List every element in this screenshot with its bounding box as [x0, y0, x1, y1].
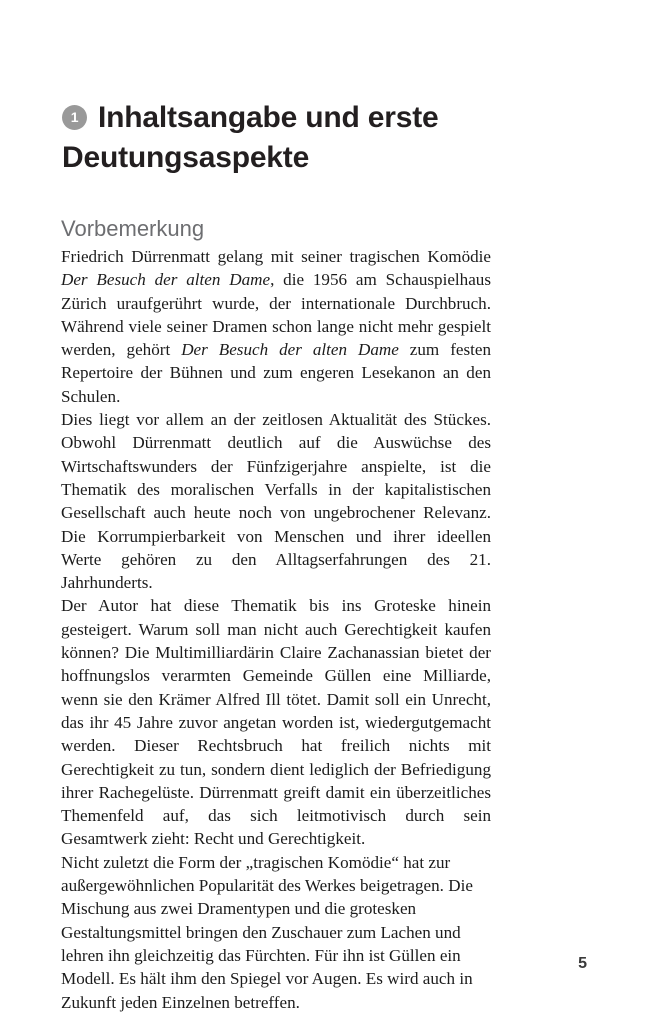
chapter-title: Inhaltsangabe und erste Deutungsaspekte: [62, 101, 439, 175]
body-text: [61, 245, 491, 1014]
paragraph: Friedrich Dürrenmatt gelang mit seiner tragischen Komödie Der Besuch der alten Dame, die 1956 am Schauspielhaus Zürich uraufgerührt wurde, der internationale Durchbruch. Während viele seiner Dramen schon lange nicht mehr gespielt werden, gehört Der Besuch der alten Dame zum festen Repertoire der Bühnen und zum engeren Lesekanon an den Schulen.: [61, 247, 492, 406]
paragraph: Dies liegt vor allem an der zeitlosen Aktualität des Stückes. Obwohl Dürrenmatt deutlich auf die Auswüchse des Wirtschaftswunders der Fünfzigerjahre anspielte, ist die Thematik des moralischen Verfalls in der kapitalistischen Gesellschaft auch heute noch von ungebrochener Relevanz. Die Korrumpierbarkeit von Menschen und ihrer ideellen Werte gehören zu den Alltagserfahrungen des 21. Jahrhunderts.: [61, 410, 491, 593]
chapter-heading: [62, 98, 482, 178]
paragraph: Der Autor hat diese Thematik bis ins Groteske hinein gesteigert. Warum soll man nicht auch Gerechtigkeit kaufen können? Die Multimilliardärin Claire Zachanassian bietet der hoffnungslos verarmten Gemeinde Güllen eine Milliarde, wenn sie den Krämer Alfred Ill tötet. Damit soll ein Unrecht, das ihr 45 Jahre zuvor angetan worden ist, wiedergutgemacht werden. Dieser Rechtsbruch hat freilich nichts mit Gerechtigkeit zu tun, sondern dient lediglich der Befriedigung ihrer Rachegelüste. Dürrenmatt greift damit ein überzeitliches Themenfeld auf, das sich leitmotivisch durch sein Gesamtwerk zieht: Recht und Gerechtigkeit.: [61, 596, 491, 849]
work-title: Der Besuch der alten Dame: [181, 340, 399, 360]
page-number: 5: [578, 955, 587, 972]
work-title: Der Besuch der alten Dame: [61, 270, 271, 290]
chapter-number-badge: 1: [62, 105, 87, 130]
paragraph: Nicht zuletzt die Form der „tragischen Komödie“ hat zur außergewöhnlichen Popularität des Werkes beigetragen. Die Mischung aus zwei Dramentypen und die grotesken Gestaltungsmittel bringen den Zuschauer zum Lachen und lehren ihn gleichzeitig das Fürchten. Für ihn ist Güllen ein Modell. Es hält ihm den Spiegel vor Augen. Es wird auch in Zukunft jeden Einzelnen betreffen.: [61, 852, 473, 1012]
section-heading: Vorbemerkung: [61, 216, 205, 242]
